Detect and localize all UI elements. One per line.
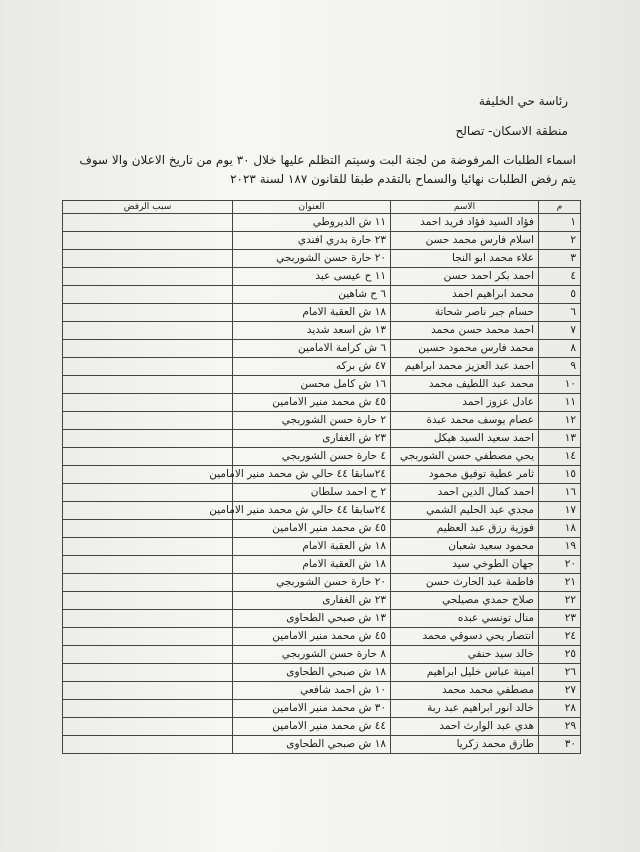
row-reason <box>63 358 233 376</box>
row-number: ٨ <box>539 340 581 358</box>
row-number: ٢٢ <box>539 592 581 610</box>
table-row <box>63 412 581 430</box>
row-name: يحي مصطفي حسن الشوربجي <box>391 448 539 466</box>
row-number: ١٨ <box>539 520 581 538</box>
table-row <box>63 700 581 718</box>
row-address: ١٣ ش اسعد شديد <box>233 322 391 340</box>
row-address: ٤٤ ش محمد منير الامامين <box>233 718 391 736</box>
row-number: ٥ <box>539 286 581 304</box>
row-name: احمد بكر احمد حسن <box>391 268 539 286</box>
table-row <box>63 322 581 340</box>
table-row <box>63 466 581 484</box>
row-number: ٢٦ <box>539 664 581 682</box>
row-reason <box>63 610 233 628</box>
row-address: ٢٣ ش الغفارى <box>233 430 391 448</box>
row-address: ٢٤سابقا ٤٤ حالي ش محمد منير الامامين <box>233 502 391 520</box>
row-reason <box>63 340 233 358</box>
row-address: ١١ ح عيسى عبد <box>233 268 391 286</box>
row-address: ٨ حارة حسن الشوربجي <box>233 646 391 664</box>
row-name: هدي عبد الوارث احمد <box>391 718 539 736</box>
row-address: ١٨ ش صبحي الطحاوى <box>233 736 391 754</box>
row-number: ٤ <box>539 268 581 286</box>
table-row <box>63 394 581 412</box>
table-row <box>63 448 581 466</box>
row-address: ٤٧ ش بركه <box>233 358 391 376</box>
col-header-reason: سبب الرفض <box>63 201 233 214</box>
row-address: ٢ حارة حسن الشوربجي <box>233 412 391 430</box>
row-address: ٤٥ ش محمد منير الامامين <box>233 628 391 646</box>
row-name: ثامر عطية توفيق محمود <box>391 466 539 484</box>
row-name: فاطمة عبد الحارث حسن <box>391 574 539 592</box>
row-number: ٧ <box>539 322 581 340</box>
row-reason <box>63 304 233 322</box>
row-address: ٢٣ ش الغفارى <box>233 592 391 610</box>
row-name: مصطفي محمد محمد <box>391 682 539 700</box>
row-reason <box>63 250 233 268</box>
row-reason <box>63 556 233 574</box>
row-address: ١٨ ش صبحي الطحاوى <box>233 664 391 682</box>
table-row <box>63 286 581 304</box>
row-number: ٢٥ <box>539 646 581 664</box>
row-number: ٢١ <box>539 574 581 592</box>
row-name: احمد سعيد السيد هيكل <box>391 430 539 448</box>
row-reason <box>63 682 233 700</box>
row-address: ٦ ش كرامة الامامين <box>233 340 391 358</box>
row-number: ٢٧ <box>539 682 581 700</box>
table-row <box>63 304 581 322</box>
row-number: ١٧ <box>539 502 581 520</box>
row-reason <box>63 322 233 340</box>
row-number: ١٢ <box>539 412 581 430</box>
row-reason <box>63 664 233 682</box>
row-name: منال تونسي عبده <box>391 610 539 628</box>
row-name: احمد محمد حسن محمد <box>391 322 539 340</box>
row-number: ٢٨ <box>539 700 581 718</box>
row-reason <box>63 448 233 466</box>
row-name: عادل عزوز احمد <box>391 394 539 412</box>
row-reason <box>63 232 233 250</box>
row-number: ١٠ <box>539 376 581 394</box>
table-row <box>63 664 581 682</box>
row-number: ٣ <box>539 250 581 268</box>
department-title: منطقة الاسكان- تصالح <box>455 124 568 138</box>
row-reason <box>63 574 233 592</box>
table-row <box>63 484 581 502</box>
row-number: ١٦ <box>539 484 581 502</box>
table-row <box>63 574 581 592</box>
table-row <box>63 646 581 664</box>
row-number: ٣٠ <box>539 736 581 754</box>
row-name: محمد ابراهيم احمد <box>391 286 539 304</box>
row-address: ٤٥ ش محمد منير الامامين <box>233 394 391 412</box>
row-name: جهان الطوخي سيد <box>391 556 539 574</box>
table-row <box>63 736 581 754</box>
row-name: اسلام فارس محمد حسن <box>391 232 539 250</box>
table-row <box>63 268 581 286</box>
col-header-name: الاسم <box>391 201 539 214</box>
row-number: ١٥ <box>539 466 581 484</box>
row-address: ٦ ح شاهين <box>233 286 391 304</box>
table-row <box>63 520 581 538</box>
row-address: ٢٣ حارة بدري افندي <box>233 232 391 250</box>
row-number: ٢٩ <box>539 718 581 736</box>
table-header-row <box>63 201 581 214</box>
table-row <box>63 502 581 520</box>
row-name: صلاح حمدي مصيلحي <box>391 592 539 610</box>
table-row <box>63 214 581 232</box>
col-header-number: م <box>539 201 581 214</box>
table-row <box>63 610 581 628</box>
notice-line-1: اسماء الطلبات المرفوضة من لجنة البت وسيتم التظلم عليها خلال ٣٠ يوم من تاريخ الاعلان والا سوف <box>79 153 576 167</box>
col-header-address: العنوان <box>233 201 391 214</box>
row-name: طارق محمد زكريا <box>391 736 539 754</box>
row-number: ١١ <box>539 394 581 412</box>
row-name: انتصار يحي دسوقي محمد <box>391 628 539 646</box>
table-row <box>63 430 581 448</box>
row-address: ١٨ ش العقبة الامام <box>233 538 391 556</box>
row-reason <box>63 376 233 394</box>
row-reason <box>63 718 233 736</box>
row-reason <box>63 520 233 538</box>
row-address: ٤٥ ش محمد منير الامامين <box>233 520 391 538</box>
row-name: احمد عبد العزيز محمد ابراهيم <box>391 358 539 376</box>
row-number: ١٤ <box>539 448 581 466</box>
office-title: رئاسة حي الخليفة <box>478 94 568 108</box>
row-name: حسام جبر ناصر شحاتة <box>391 304 539 322</box>
table-row <box>63 250 581 268</box>
row-reason <box>63 214 233 232</box>
table-row <box>63 556 581 574</box>
row-reason <box>63 484 233 502</box>
row-number: ١٩ <box>539 538 581 556</box>
rejected-requests-table <box>62 200 581 754</box>
row-reason <box>63 430 233 448</box>
row-name: محمد فارس محمود حسين <box>391 340 539 358</box>
row-reason <box>63 538 233 556</box>
row-address: ٣٠ ش محمد منير الامامين <box>233 700 391 718</box>
row-name: امينة عباس خليل ابراهيم <box>391 664 539 682</box>
row-address: ٢٠ حارة حسن الشوربجي <box>233 574 391 592</box>
table-row <box>63 340 581 358</box>
row-name: خالد سيد حنفي <box>391 646 539 664</box>
row-address: ٢٤سابقا ٤٤ حالي ش محمد منير الامامين <box>233 466 391 484</box>
row-name: فوزية رزق عبد العظيم <box>391 520 539 538</box>
row-name: محمد عبد اللطيف محمد <box>391 376 539 394</box>
row-address: ١٦ ش كامل محسن <box>233 376 391 394</box>
row-number: ٦ <box>539 304 581 322</box>
row-reason <box>63 502 233 520</box>
row-reason <box>63 700 233 718</box>
table-row <box>63 628 581 646</box>
row-address: ١٨ ش العقبة الامام <box>233 556 391 574</box>
row-address: ٢٠ حارة حسن الشوربجي <box>233 250 391 268</box>
row-number: ٩ <box>539 358 581 376</box>
notice-line-2: يتم رفض الطلبات نهائيا والسماح بالتقدم طبقا للقانون ١٨٧ لسنة ٢٠٢٣ <box>230 172 576 186</box>
row-reason <box>63 646 233 664</box>
row-name: علاء محمد ابو النجا <box>391 250 539 268</box>
row-number: ٢٣ <box>539 610 581 628</box>
row-name: خالد انور ابراهيم عبد ربة <box>391 700 539 718</box>
row-name: احمد كمال الدين احمد <box>391 484 539 502</box>
row-reason <box>63 466 233 484</box>
row-reason <box>63 592 233 610</box>
row-address: ١٠ ش احمد شافعي <box>233 682 391 700</box>
row-name: محمود سعيد شعبان <box>391 538 539 556</box>
row-name: مجدي عبد الحليم الشمي <box>391 502 539 520</box>
row-address: ١٨ ش العقبة الامام <box>233 304 391 322</box>
row-reason <box>63 628 233 646</box>
row-address: ١٣ ش صبحي الطحاوى <box>233 610 391 628</box>
table-row <box>63 682 581 700</box>
row-address: ٤ حارة حسن الشوربجي <box>233 448 391 466</box>
row-address: ٢ ح احمد سلطان <box>233 484 391 502</box>
row-number: ١٣ <box>539 430 581 448</box>
row-number: ١ <box>539 214 581 232</box>
row-reason <box>63 286 233 304</box>
row-reason <box>63 736 233 754</box>
row-name: فؤاد السيد فؤاد فريد احمد <box>391 214 539 232</box>
table-row <box>63 592 581 610</box>
row-number: ٢٤ <box>539 628 581 646</box>
table-row <box>63 718 581 736</box>
table-row <box>63 232 581 250</box>
row-reason <box>63 412 233 430</box>
row-number: ٢ <box>539 232 581 250</box>
row-reason <box>63 394 233 412</box>
table-row <box>63 376 581 394</box>
table-row <box>63 358 581 376</box>
row-address: ١١ ش الديروطي <box>233 214 391 232</box>
table-row <box>63 538 581 556</box>
row-name: عصام يوسف محمد عبدة <box>391 412 539 430</box>
row-reason <box>63 268 233 286</box>
row-number: ٢٠ <box>539 556 581 574</box>
